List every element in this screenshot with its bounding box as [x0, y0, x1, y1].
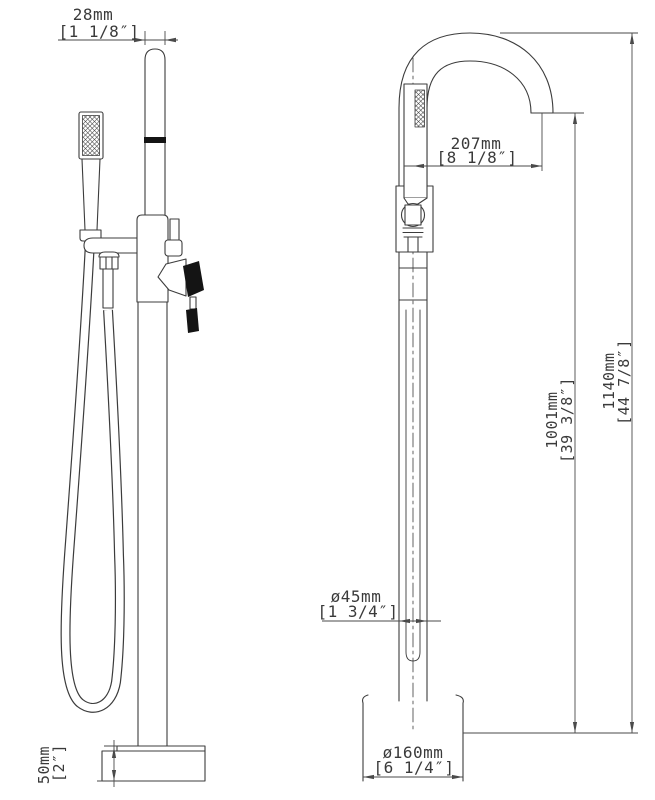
hose-coupler [103, 269, 113, 308]
dim-outlet-height-mm: 1001mm [543, 391, 561, 449]
dim-riser-width-in: [1 1/8″] [58, 22, 140, 41]
dim-pipe-diameter-mm: ø45mm [330, 587, 382, 606]
riser-accent-band [144, 137, 166, 143]
handle-stem [190, 297, 196, 309]
handle-tip [186, 308, 199, 333]
dim-base-height-mm: 50mm [35, 745, 53, 785]
hose-clamp [405, 205, 421, 225]
handshower-spray-face [83, 116, 100, 156]
dim-pipe-diameter-in: [1 3/4″] [317, 602, 399, 621]
front-view [66, 49, 205, 781]
dim-base-height-in: [2″] [50, 743, 68, 783]
handshower-side-face [415, 90, 425, 127]
faucet-body [137, 215, 168, 302]
dim-base-diameter-mm: ø160mm [382, 743, 444, 762]
dim-spout-reach-in: [8 1/8″] [436, 148, 518, 167]
dim-spout-reach-mm: 207mm [450, 134, 502, 153]
diverter-stub [170, 219, 179, 240]
side-base-right-wall [456, 695, 463, 781]
standpipe [138, 302, 167, 746]
hose-nut [100, 257, 118, 269]
handshower-handle [82, 159, 100, 230]
side-base-left-wall [363, 695, 368, 781]
dim-base-diameter-in: [6 1/4″] [373, 758, 455, 777]
hose-nut-cap [99, 252, 119, 257]
gooseneck-inner [427, 61, 531, 192]
handshower-riser-pipe [145, 49, 165, 216]
dim-total-height-mm: 1140mm [600, 352, 618, 410]
handshower-arm [84, 238, 137, 253]
dim-outlet-height-in: [39 3/8″] [558, 377, 576, 463]
dim-riser-width-mm: 28mm [72, 5, 114, 24]
diverter-housing [165, 240, 182, 256]
dim-total-height-in: [44 7/8″] [615, 339, 633, 425]
